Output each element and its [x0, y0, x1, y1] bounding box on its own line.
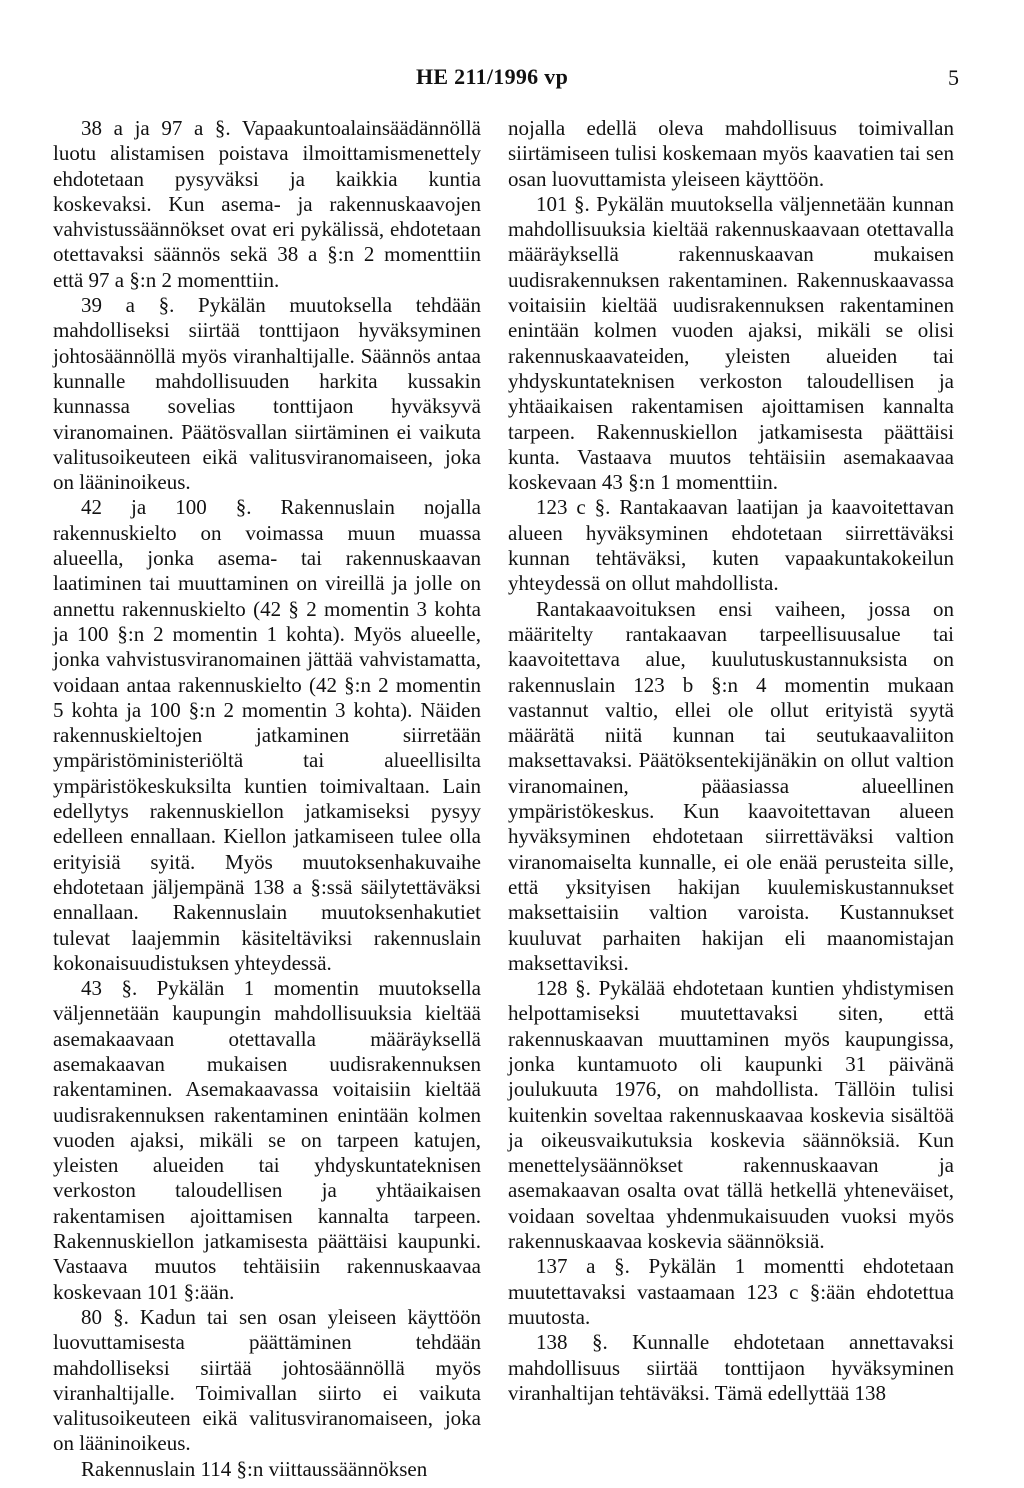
page-number: 5	[948, 65, 959, 90]
paragraph-rantakaavoitus: Rantakaavoituksen ensi vaiheen, jossa on määritelty rantakaavan tarpeellisuusalue tai kaavoitettava alue, kuulutuskustannuksista on rakennuslain 123 b §:n 4 momentin mukaan vastannut valtio, ellei ole ollut erityistä syytä määrätä niitä kunnan tai seutukaavaliiton maksettavaksi. Päätöksentekijänäkin on ollut valtion viranomainen, pääasiassa alueellinen ympäristökeskus. Kun kaavoitettavan alueen hyväksyminen ehdotetaan siirrettäväksi valtion viranomaiselta kunnalle, ei ole enää perusteita sille, että yksityisen hakijan kuulemiskustannukset maksettaisiin valtion varoista. Kustannukset kuuluvat parhaiten hakijan eli maanomistajan maksettaviksi.	[508, 596, 954, 975]
paragraph-42-100: 42 ja 100 §. Rakennuslain nojalla rakennuskielto on voimassa muun muassa alueella, jonka asema- tai rakennuskaavan laatiminen tai muuttaminen on vireillä ja jolle on annettu rakennuskielto (42 § 2 momentin 3 kohta ja 100 §:n 2 momentin 1 kohta). Myös alueelle, jonka vahvistusviranomainen jättää vahvistamatta, voidaan antaa rakennuskielto (42 §:n 2 momentin 5 kohta ja 100 §:n 2 momentin 3 kohta). Näiden rakennuskieltojen jatkaminen siirretään ympäristöministeriöltä tai alueellisilta ympäristökeskuksilta kuntien toimivaltaan. Lain edellytys rakennuskiellon jatkamiseksi pysyy edelleen ennallaan. Kiellon jatkamiseen tulee olla erityisiä syitä. Myös muutoksenhakuvaihe ehdotetaan jäljempänä 138 a §:ssä säilytettäväksi ennallaan. Rakennuslain muutoksenhakutiet tulevat laajemmin käsiteltäviksi rakennuslain kokonaisuudistuksen yhteydessä.	[53, 495, 481, 975]
paragraph-138: 138 §. Kunnalle ehdotetaan annettavaksi mahdollisuus siirtää tonttijaon hyväksyminen viranhaltijan tehtäväksi. Tämä edellyttää 138	[508, 1330, 954, 1405]
paragraph-80: 80 §. Kadun tai sen osan yleiseen käyttöön luovuttamisesta päättäminen tehdään mahdolliseksi siirtää johtosäännöllä myös viranhaltijalle. Toimivallan siirto ei vaikuta valitusoikeuteen eikä valitusviranomaiseen, joka on lääninoikeus.	[53, 1304, 481, 1456]
paragraph-114: Rakennuslain 114 §:n viittaussäännöksen	[81, 1456, 428, 1481]
paragraph-38a-97a: 38 a ja 97 a §. Vapaakuntoalainsäädännöllä luotu alistamisen poistava ilmoittamismenettely ehdotetaan pysyväksi ja kaikkia kuntia koskevaksi. Kun asema- ja rakennuskaavojen vahvistussäännökset ovat eri pykälissä, ehdotetaan otettavaksi säännös sekä 38 a §:n 2 momenttiin että 97 a §:n 2 momenttiin.	[53, 116, 481, 292]
paragraph-101: 101 §. Pykälän muutoksella väljennetään kunnan mahdollisuuksia kieltää rakennuskaavaan otettavalla määräyksellä rakennuskaavan mukaisen uudisrakennuksen rakentaminen. Rakennuskaavassa voitaisiin kieltää uudisrakennuksen rakentaminen enintään kolmen vuoden ajaksi, mikäli se olisi rakennuskaavateiden, yleisten alueiden tai yhdyskuntateknisen verkoston taloudellisen ja yhtäaikaisen rakentamisen ajoittamisen kannalta tarpeen. Rakennuskiellon jatkamisesta päättäisi kunta. Vastaava muutos tehtäisiin asemakaavaa koskevaan 43 §:n 1 momenttiin.	[508, 191, 954, 495]
left-column	[53, 116, 481, 1482]
paragraph-137a: 137 a §. Pykälän 1 momentti ehdotetaan muutettavaksi vastaamaan 123 c §:ään ehdotettua muutosta.	[508, 1254, 954, 1329]
paragraph-39a: 39 a §. Pykälän muutoksella tehdään mahdolliseksi siirtää tonttijaon hyväksyminen johtosäännöllä myös viranhaltijalle. Säännös antaa kunnalle mahdollisuuden harkita kussakin kunnassa sovelias tonttijaon hyväksyvä viranomainen. Päätösvallan siirtäminen ei vaikuta valitusoikeuteen eikä valitusviranomaiseen, joka on lääninoikeus.	[53, 293, 481, 495]
document-id: HE 211/1996 vp	[416, 64, 569, 89]
page-header	[0, 64, 1024, 94]
right-column	[508, 116, 954, 1406]
paragraph-123c: 123 c §. Rantakaavan laatijan ja kaavoitettavan alueen hyväksyminen ehdotetaan siirrettäväksi kunnan tehtäväksi, kuten vapaakuntakokeilun yhteydessä on ollut mahdollista.	[508, 495, 954, 596]
paragraph-128: 128 §. Pykälää ehdotetaan kuntien yhdistymisen helpottamiseksi muutettavaksi siten, että rakennuskaavan muuttaminen myös kaupungissa, jonka kuntamuoto oli kaupunki 31 päivänä joulukuuta 1976, on mahdollista. Tällöin tulisi kuitenkin soveltaa rakennuskaavaa koskevia sisältöä ja oikeusvaikutuksia koskevia säännöksiä. Kun menettelysäännökset rakennuskaavan ja asemakaavan osalta ovat tällä hetkellä yhteneväiset, voidaan soveltaa yhdenmukaisuuden vuoksi myös rakennuskaavaa koskevia säännöksiä.	[508, 976, 954, 1254]
paragraph-43: 43 §. Pykälän 1 momentin muutoksella väljennetään kaupungin mahdollisuuksia kieltää asemakaavaan otettavalla määräyksellä asemakaavan mukaisen uudisrakennuksen rakentaminen. Asemakaavassa voitaisiin kieltää uudisrakennuksen rakentaminen enintään kolmen vuoden ajaksi, mikäli se on tarpeen katujen, yleisten alueiden tai yhdyskuntateknisen verkoston taloudellisen ja yhtäaikaisen rakentamisen ajoittamisen kannalta tarpeen. Rakennuskiellon jatkamisesta päättäisi kaupunki. Vastaava muutos tehtäisiin rakennuskaavaa koskevaan 101 §:ään.	[53, 976, 481, 1304]
paragraph-continuation: nojalla edellä oleva mahdollisuus toimivallan siirtämiseen tulisi koskemaan myös kaavatien tai sen osan luovuttamista yleiseen käyttöön.	[508, 116, 954, 191]
